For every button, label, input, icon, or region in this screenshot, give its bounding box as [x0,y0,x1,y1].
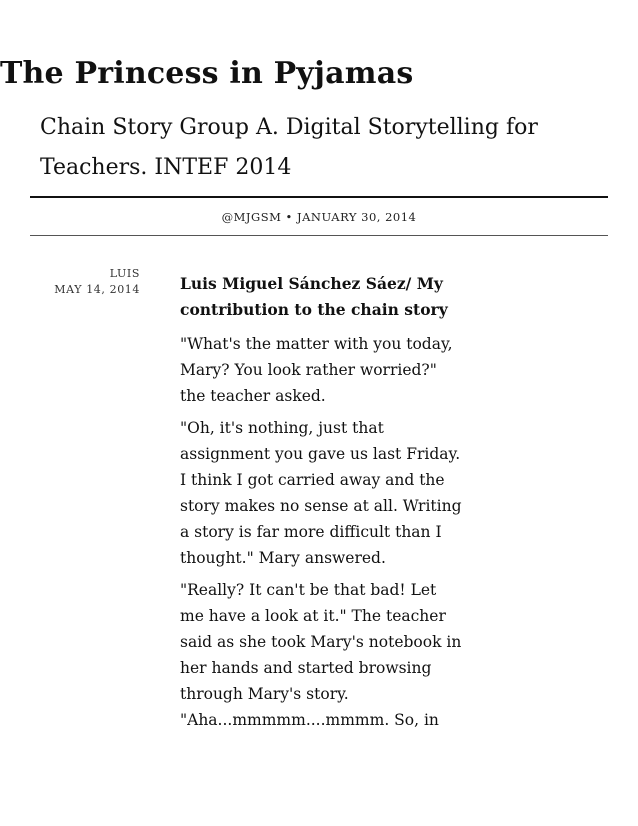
title-divider [30,196,608,198]
post-title: Luis Miguel Sánchez Sáez/ My contribution to the chain story [180,274,448,319]
document-subtitle: Chain Story Group A. Digital Storytelling for Teachers. INTEF 2014 [40,115,538,180]
post-paragraph: "What's the matter with you today, Mary? You look rather worried?" the teacher asked. [180,335,453,405]
post-author: LUIS [109,267,140,280]
post-meta [40,266,140,298]
byline-divider [30,235,608,236]
document-title: The Princess in Pyjamas [0,56,414,91]
post-date: MAY 14, 2014 [54,283,140,296]
byline: @MJGSM • JANUARY 30, 2014 [221,210,417,224]
post-paragraph: "Oh, it's nothing, just that assignment you gave us last Friday. I think I got carried away and the story makes no sense at all. Writing a story is far more difficult than I thought." Mary answered. [180,419,462,567]
post-body [180,271,465,739]
post-paragraph: "Really? It can't be that bad! Let me have a look at it." The teacher said as she took Mary's notebook in her hands and started browsing through Mary's story. "Aha...mmmmm....mmmm. So, in [180,581,462,729]
